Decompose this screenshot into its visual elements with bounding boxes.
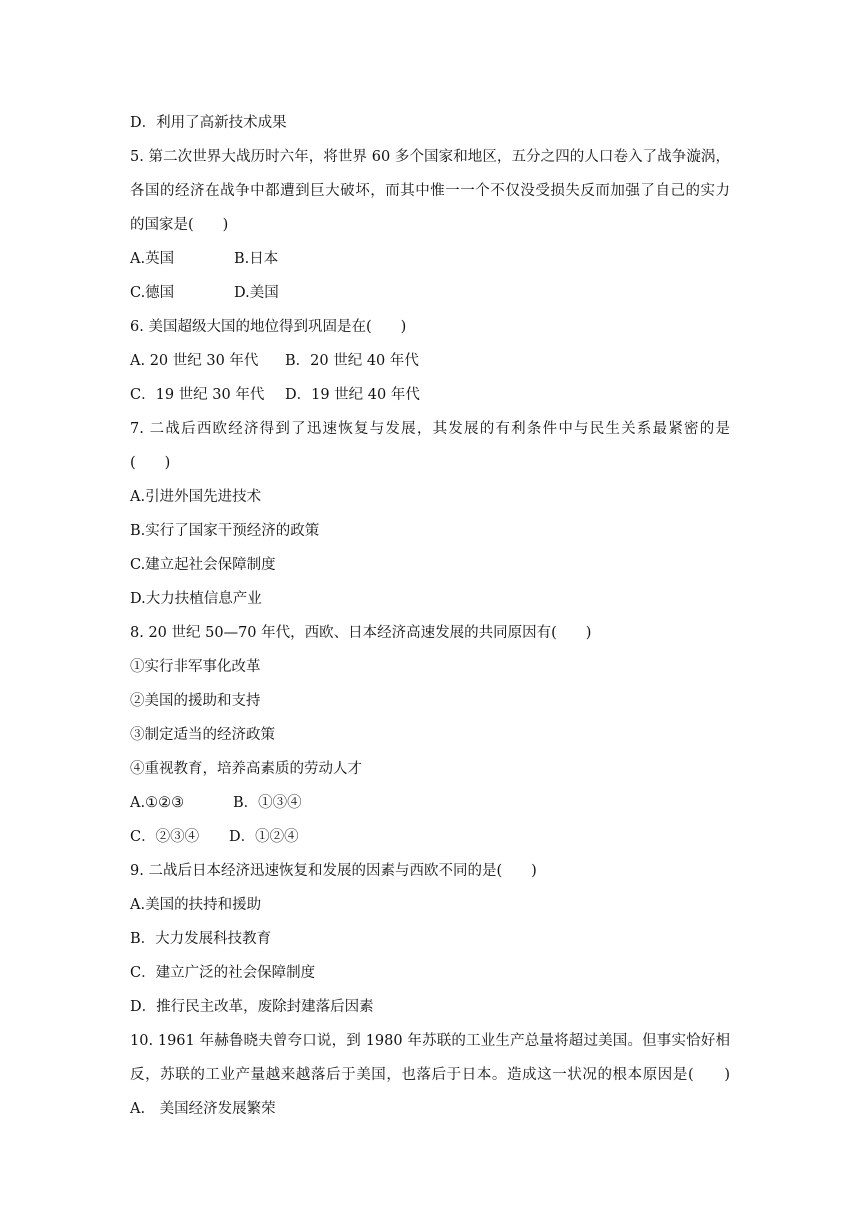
q7-stem-line-2: ( ): [130, 455, 171, 471]
q8-option-a: A.①②③: [130, 795, 185, 811]
q7-option-a: A.引进外国先进技术: [130, 489, 262, 505]
q5-options-row-1: [130, 242, 730, 276]
q10-stem-line-2: 反，苏联的工业产量越来越落后于美国，也落后于日本。造成这一状况的根本原因是( ): [130, 1067, 730, 1083]
q6-option-c: C．19 世纪 30 年代: [130, 387, 265, 403]
question-content: [130, 106, 730, 1126]
q8-item-2: ②美国的援助和支持: [130, 693, 261, 709]
q5-options-row-2: [130, 276, 730, 310]
q9-stem: 9. 二战后日本经济迅速恢复和发展的因素与西欧不同的是( ): [130, 863, 537, 879]
q5-option-d: D.美国: [234, 285, 279, 301]
q8-options-row-1: [130, 786, 730, 820]
q9-option-d: D．推行民主改革，废除封建落后因素: [130, 999, 374, 1015]
q10-stem-line-1: 10. 1961 年赫鲁晓夫曾夸口说，到 1980 年苏联的工业生产总量将超过美国。但事实恰好相: [130, 1033, 730, 1049]
q8-options-row-2: [130, 820, 730, 854]
q5-stem-line-2: 各国的经济在战争中都遭到巨大破坏，而其中惟一一个不仅没受损失反而加强了自己的实力: [130, 183, 730, 199]
q9-option-c: C．建立广泛的社会保障制度: [130, 965, 316, 981]
q10-option-a: A. 美国经济发展繁荣: [130, 1101, 276, 1117]
q7-option-c: C.建立起社会保障制度: [130, 557, 276, 573]
q9-option-b: B．大力发展科技教育: [130, 931, 272, 947]
q5-stem-line-1: 5. 第二次世界大战历时六年，将世界 60 多个国家和地区，五分之四的人口卷入了战争漩涡，: [130, 149, 730, 165]
q8-stem: 8. 20 世纪 50—70 年代，西欧、日本经济高速发展的共同原因有( ): [130, 625, 592, 641]
q8-item-3: ③制定适当的经济政策: [130, 727, 275, 743]
q5-option-c: C.德国: [130, 285, 175, 301]
q8-option-d: D．①②④: [229, 829, 299, 845]
q7-option-b: B.实行了国家干预经济的政策: [130, 523, 320, 539]
q6-options-row-1: [130, 344, 730, 378]
q9-option-a: A.美国的扶持和援助: [130, 897, 262, 913]
q7-stem-line-1: 7. 二战后西欧经济得到了迅速恢复与发展，其发展的有利条件中与民生关系最紧密的是: [130, 421, 730, 437]
q6-options-row-2: [130, 378, 730, 412]
q5-option-b: B.日本: [234, 251, 279, 267]
q7-option-d: D.大力扶植信息产业: [130, 591, 262, 607]
q6-option-d: D．19 世纪 40 年代: [285, 387, 420, 403]
q8-option-b: B．①③④: [233, 795, 302, 811]
q6-option-a: A. 20 世纪 30 年代: [130, 353, 259, 369]
q8-item-1: ①实行非军事化改革: [130, 659, 261, 675]
q6-option-b: B．20 世纪 40 年代: [285, 353, 419, 369]
q8-option-c: C．②③④: [130, 829, 200, 845]
q6-stem: 6. 美国超级大国的地位得到巩固是在( ): [130, 319, 407, 335]
q5-stem-line-3: 的国家是( ): [130, 217, 229, 233]
q4-option-d: D．利用了高新技术成果: [130, 115, 287, 131]
q5-option-a: A.英国: [130, 251, 175, 267]
q8-item-4: ④重视教育，培养高素质的劳动人才: [130, 761, 362, 777]
